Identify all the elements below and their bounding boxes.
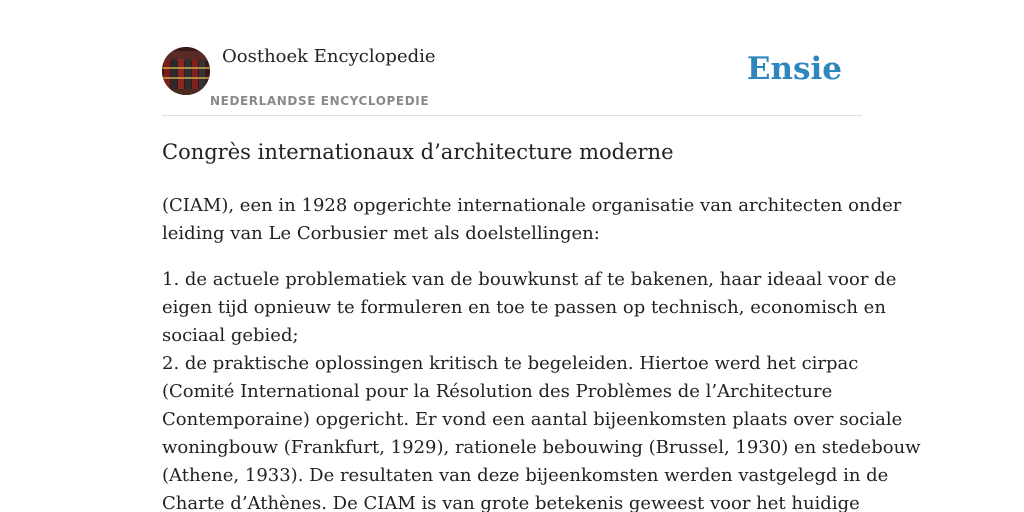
header-divider (162, 115, 862, 116)
body-line: sociaal gebied; (162, 325, 299, 346)
site-name[interactable]: Oosthoek Encyclopedie (222, 46, 436, 67)
site-subtitle: NEDERLANDSE ENCYCLOPEDIE (210, 94, 430, 108)
body-line: (Athene, 1933). De resultaten van deze bijeenkomsten werden vastgelegd in de (162, 465, 889, 486)
site-header (162, 46, 862, 116)
body-line: 1. de actuele problematiek van de bouwkunst af te bakenen, haar ideaal voor de (162, 269, 897, 290)
intro-line: leiding van Le Corbusier met als doelstellingen: (162, 223, 600, 244)
bookshelf-icon (162, 47, 210, 95)
intro-line: (CIAM), een in 1928 opgerichte internationale organisatie van architecten onder (162, 195, 902, 216)
article-paragraph (162, 266, 921, 512)
site-avatar[interactable] (162, 47, 210, 95)
body-line: 2. de praktische oplossingen kritisch te begeleiden. Hiertoe werd het cirpac (162, 353, 859, 374)
body-line: Charte d’Athènes. De CIAM is van grote betekenis geweest voor het huidige (162, 493, 860, 512)
ensie-logo-link[interactable]: Ensie (746, 51, 842, 87)
body-line: eigen tijd opnieuw te formuleren en toe te passen op technisch, economisch en (162, 297, 886, 318)
body-line: Contemporaine) opgericht. Er vond een aantal bijeenkomsten plaats over sociale (162, 409, 903, 430)
article-body (162, 192, 921, 512)
body-line: (Comité International pour la Résolution des Problèmes de l’Architecture (162, 381, 833, 402)
article-intro (162, 192, 902, 248)
body-line: woningbouw (Frankfurt, 1929), rationele bebouwing (Brussel, 1930) en stedebouw (162, 437, 921, 458)
article-title: Congrès internationaux d’architecture moderne (162, 140, 674, 164)
